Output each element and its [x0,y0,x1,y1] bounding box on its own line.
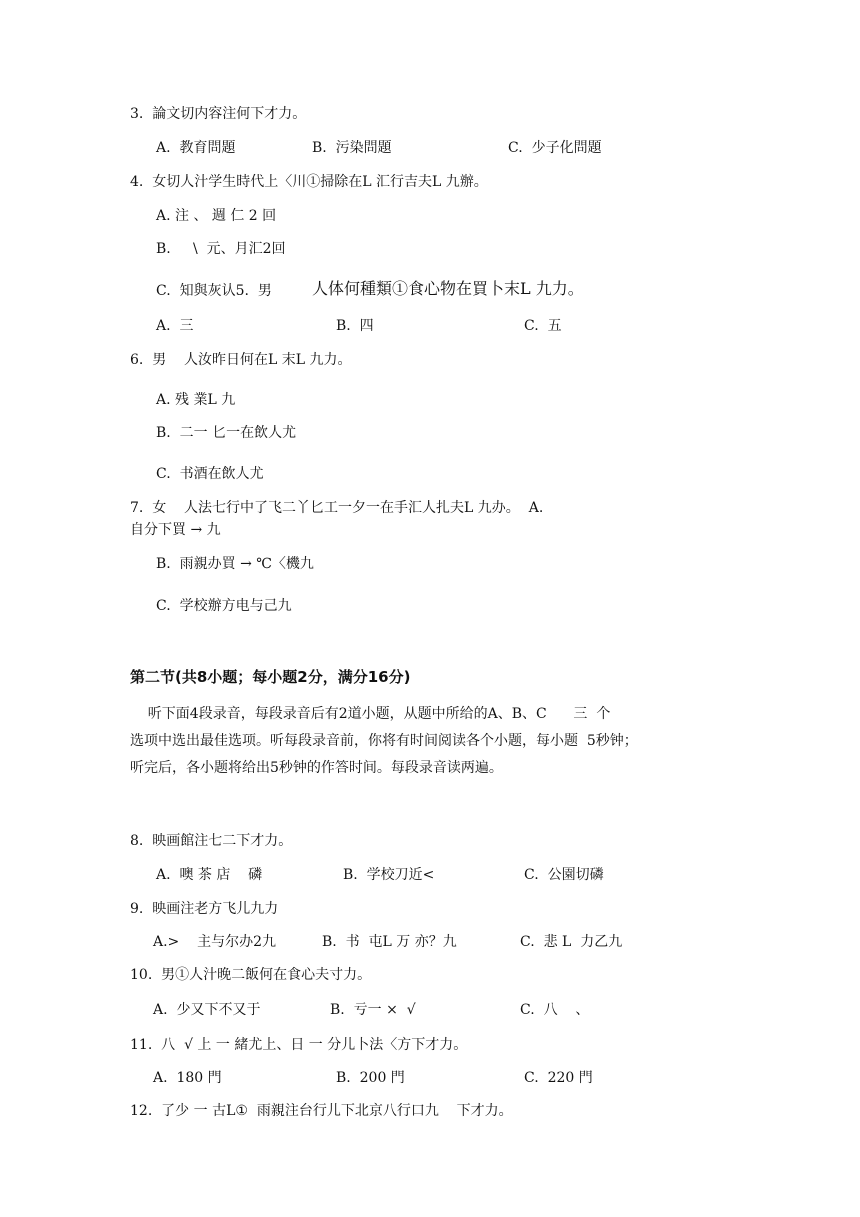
question-7-option-c: C. 学校辦方电与己九 [156,598,292,614]
instruction-line-1: 听下面4段录音，每段录音后有2道小题，从题中所给的A、B、C 三 个 [130,706,611,722]
question-3-option-a: A. 教育問題 [156,140,236,156]
question-9-option-b: B. 书 屯L 万 亦？九 [322,934,457,950]
question-5-option-c: C. 五 [524,318,562,334]
question-12-stem: 12. 了少 一 古L① 雨親注台行儿下北京八行口九 下才力。 [130,1103,513,1119]
question-4-option-c: C. 知與灰认5. 男 [156,283,272,299]
question-4-option-b: B. \ 元、月汇2回 [156,241,286,257]
question-8-option-a: A. 噢 茶 店 磷 [156,867,263,883]
question-5-option-a: A. 三 [156,318,194,334]
question-9-stem: 9. 映画注老方飞儿九力 [130,901,279,917]
question-4-stem: 4. 女切人汁学生時代上〈川①掃除在L 汇行吉夫L 九辦。 [130,174,488,190]
question-6-option-a: A. 残 業L 九 [156,392,236,408]
question-8-option-b: B. 学校刀近< [343,867,435,883]
question-8-stem: 8. 映画館注七二下才力。 [130,833,293,849]
question-5-stem: 人体何種類①食心物在買卜末L 九力。 [312,279,584,298]
section-heading: 第二节(共8小题；每小题2分，满分16分) [130,668,411,686]
question-6-stem: 6. 男 人汝昨日何在L 末L 九力。 [130,352,352,368]
question-3-stem: 3. 論文切内容注何下才力。 [130,106,307,122]
question-9-option-c: C. 悲 L 力乙九 [520,934,623,950]
question-11-stem: 11. 八 √ 上 一 緒尤上、日 一 分儿卜法〈方下才力。 [130,1037,468,1053]
question-3-option-c: C. 少子化問題 [508,140,602,156]
question-11-option-a: A. 180 門 [153,1070,222,1086]
section-instructions [130,701,722,782]
question-9-option-a: A.> 主与尔办2九 [153,934,276,950]
question-11-option-c: C. 220 門 [524,1070,593,1086]
question-10-option-a: A. 少又下不又于 [153,1002,261,1018]
question-10-option-b: B. 亏一 × √ [330,1002,416,1018]
question-3-option-b: B. 污染問題 [312,140,392,156]
question-7-option-b: B. 雨親办買 → ℃〈機九 [156,556,314,572]
question-6-option-c: C. 书酒在飲人尤 [156,466,264,482]
instruction-line-3: 听完后，各小题将给出5秒钟的作答时间。每段录音读两遍。 [130,760,503,776]
question-4-option-a: A. 注 、 週 仁 2 回 [156,208,277,224]
question-7-option-a: 自分下買 → 九 [130,522,221,538]
question-11-option-b: B. 200 門 [336,1070,405,1086]
instruction-line-2: 选项中选出最佳选项。听每段录音前，你将有时间阅读各个小题，每小题 5秒钟； [130,733,638,749]
question-6-option-b: B. 二一 匕一在飲人尤 [156,425,297,441]
question-10-option-c: C. 八 、 [520,1002,590,1018]
question-5-option-b: B. 四 [336,318,374,334]
question-10-stem: 10. 男①人汁晚二飯何在食心夫寸力。 [130,967,372,983]
question-7-stem: 7. 女 人法七行中了飞二丫匕工一夕一在手汇人扎夫L 九办。 A. [130,500,544,516]
question-8-option-c: C. 公園切磷 [524,867,604,883]
